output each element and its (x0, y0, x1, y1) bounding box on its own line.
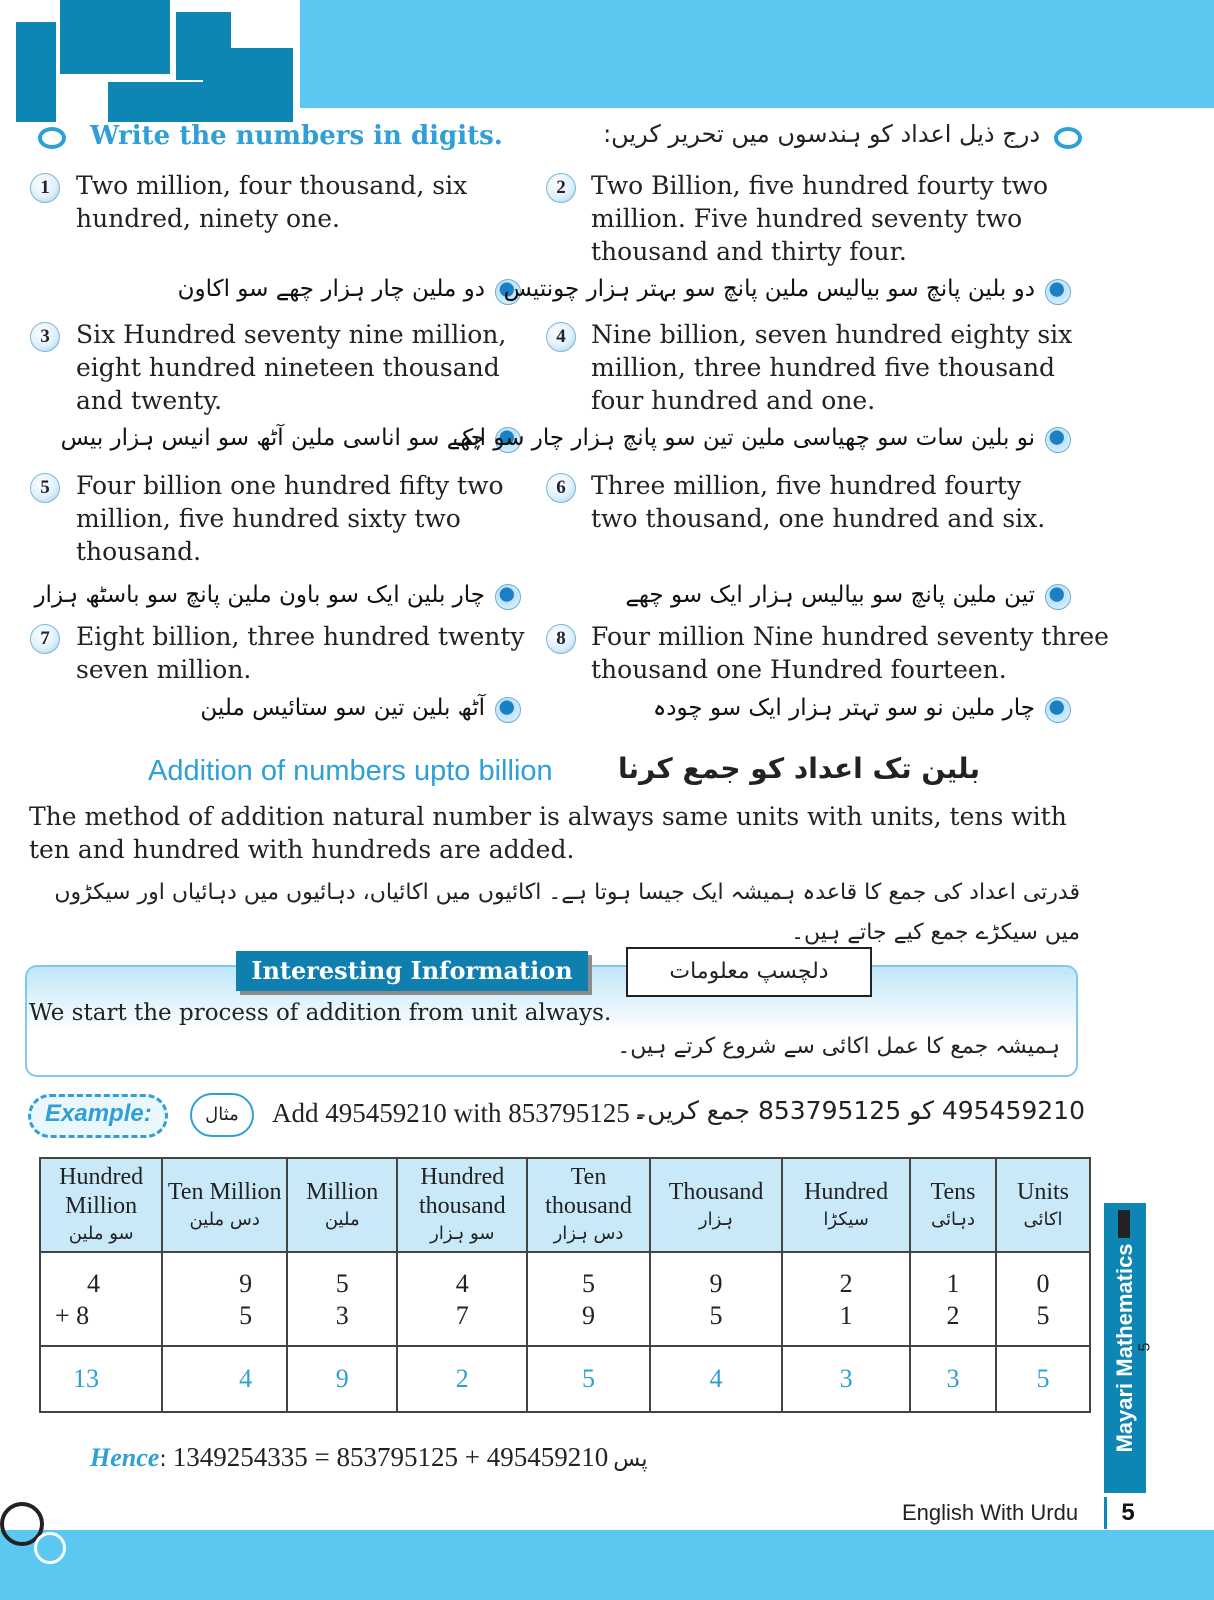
exercise-heading-urdu: درج ذیل اعداد کو ہندسوں میں تحریر کریں: (603, 120, 1040, 148)
item-answer-urdu-5: چار بلین ایک سو باون ملین پانچ سو باسٹھ ہزار (34, 582, 485, 608)
footer-band (0, 1530, 1214, 1600)
table-row (40, 1346, 1090, 1412)
side-title: Mayari Mathematics (1112, 1243, 1137, 1453)
table-cell-result: 5 (996, 1346, 1090, 1412)
item-question-8: Four million Nine hundred seventy three thousand one Hundred fourteen. (591, 622, 1109, 684)
answer-bullet-icon (1045, 697, 1071, 723)
example-label-urdu: مثال (190, 1093, 254, 1137)
table-cell: 5 (650, 1300, 782, 1346)
hence-label-urdu: :پس (159, 1447, 648, 1472)
col-header: Hundred thousand سو ہزار (397, 1158, 527, 1252)
answer-bullet-icon (495, 697, 521, 723)
info-text: We start the process of addition from unit always. (29, 1000, 612, 1026)
item-answer-urdu-1: دو ملین چار ہزار چھے سو اکاون (177, 276, 485, 302)
table-cell: 0 (996, 1252, 1090, 1300)
example-text-urdu: 495459210 کو 853795125 جمع کریں۔ (632, 1096, 1085, 1125)
table-row (40, 1252, 1090, 1300)
table-cell: + 8 (40, 1300, 162, 1346)
table-cell-result: 4 (650, 1346, 782, 1412)
table-cell-result: 13 (40, 1346, 162, 1412)
item-number-badge: 6 (546, 473, 576, 503)
answer-bullet-icon (1045, 427, 1071, 453)
col-header: Hundred سیکڑا (782, 1158, 910, 1252)
col-header: Ten thousand دس ہزار (527, 1158, 650, 1252)
example-text: Add 495459210 with 853795125 - (272, 1098, 646, 1128)
hence-label: Hence (90, 1443, 160, 1472)
item-answer-urdu-8: چار ملین نو سو تہتر ہزار ایک سو چودہ (652, 695, 1035, 721)
addition-paragraph: The method of addition natural number is always same units with units, tens with ten and hundred with hundreds are added. (29, 802, 1067, 864)
table-cell-result: 5 (527, 1346, 650, 1412)
info-title-urdu: دلچسپ معلومات (626, 947, 872, 997)
col-header: Hundred Million سو ملین (40, 1158, 162, 1252)
item-question-7: Eight billion, three hundred twenty seven million. (76, 622, 525, 684)
col-header: Tens دہائی (910, 1158, 996, 1252)
table-cell: 2 (782, 1252, 910, 1300)
heading-ring-icon-right (1054, 127, 1082, 149)
hence-equation: 495459210 + 853795125 = 1349254335 (172, 1442, 609, 1472)
table-cell: 9 (527, 1300, 650, 1346)
item-number-badge: 4 (546, 322, 576, 352)
table-cell: 2 (910, 1300, 996, 1346)
col-header: Thousand ہزار (650, 1158, 782, 1252)
item-question-4: Nine billion, seven hundred eighty six million, three hundred five thousand four hundred and one. (591, 320, 1073, 415)
exercise-heading: Write the numbers in digits. (90, 121, 503, 151)
side-number: 5 (1136, 1342, 1154, 1352)
footer-book-title: English With Urdu (902, 1500, 1079, 1525)
item-answer-urdu-3: چھے سو اناسی ملین آٹھ سو انیس ہزار بیس (60, 425, 485, 451)
table-cell: 5 (162, 1300, 287, 1346)
table-cell: 9 (650, 1252, 782, 1300)
table-cell: 7 (397, 1300, 527, 1346)
col-header: Ten Million دس ملین (162, 1158, 287, 1252)
item-question-2: Two Billion, five hundred fourty two million. Five hundred seventy two thousand and thirty four. (591, 171, 1049, 266)
header-logo-blocks (0, 0, 300, 125)
footer-ring-icon-small (34, 1532, 66, 1564)
item-answer-urdu-2: دو بلین پانچ سو بیالیس ملین پانچ سو بہتر ہزار چونتیس (503, 276, 1035, 302)
addition-table (39, 1157, 1091, 1413)
table-cell: 1 (782, 1300, 910, 1346)
table-cell: 9 (162, 1252, 287, 1300)
item-answer-urdu-7: آٹھ بلین تین سو ستائیس ملین (200, 695, 485, 721)
page-number: 5 (1104, 1497, 1149, 1529)
item-number-badge: 1 (30, 173, 60, 203)
item-question-6: Three million, five hundred fourty two thousand, one hundred and six. (591, 471, 1046, 533)
table-cell: 5 (527, 1252, 650, 1300)
section-title-urdu: بلین تک اعداد کو جمع کرنا (617, 752, 980, 785)
section-title: Addition of numbers upto billion (148, 755, 553, 787)
table-cell-result: 9 (287, 1346, 397, 1412)
item-answer-urdu-6: تین ملین پانچ سو بیالیس ہزار ایک سو چھے (625, 582, 1035, 608)
table-cell: 5 (287, 1252, 397, 1300)
example-label: Example: (45, 1100, 152, 1127)
item-number-badge: 3 (30, 322, 60, 352)
item-answer-urdu-4: نو بلین سات سو چھیاسی ملین تین سو پانچ ہزار چار سو ایک (452, 425, 1035, 451)
table-header-row (40, 1158, 1090, 1252)
table-cell-result: 4 (162, 1346, 287, 1412)
table-cell: 4 (397, 1252, 527, 1300)
col-header: Million ملین (287, 1158, 397, 1252)
item-number-badge: 8 (546, 624, 576, 654)
item-question-5: Four billion one hundred fifty two million, five hundred sixty two thousand. (76, 471, 504, 566)
table-cell: 5 (996, 1300, 1090, 1346)
answer-bullet-icon (1045, 279, 1071, 305)
hence-line (90, 1442, 647, 1473)
item-number-badge: 2 (546, 173, 576, 203)
col-header: Units اکائی (996, 1158, 1090, 1252)
info-text-urdu: ہمیشہ جمع کا عمل اکائی سے شروع کرتے ہیں۔ (617, 1034, 1060, 1059)
item-question-3: Six Hundred seventy nine million, eight hundred nineteen thousand and twenty. (76, 320, 507, 415)
heading-ring-icon (38, 127, 66, 149)
table-cell: 4 (40, 1252, 162, 1300)
answer-bullet-icon (1045, 584, 1071, 610)
item-number-badge: 5 (30, 473, 60, 503)
header-band (300, 0, 1214, 108)
item-question-1: Two million, four thousand, six hundred, ninety one. (76, 171, 468, 233)
answer-bullet-icon (495, 584, 521, 610)
table-cell-result: 2 (397, 1346, 527, 1412)
item-number-badge: 7 (30, 624, 60, 654)
table-row (40, 1300, 1090, 1346)
table-cell-result: 3 (910, 1346, 996, 1412)
table-cell: 1 (910, 1252, 996, 1300)
table-cell-result: 3 (782, 1346, 910, 1412)
info-title: Interesting Information (236, 951, 588, 991)
table-cell: 3 (287, 1300, 397, 1346)
addition-paragraph-urdu: قدرتی اعداد کی جمع کا قاعدہ ہمیشہ ایک جیسا ہوتا ہے۔ اکائیوں میں اکائیاں، دہائیوں میں دہائیاں اور سیکڑوں میں سیکڑے جمع کیے جاتے ہیں۔ (54, 880, 1080, 945)
